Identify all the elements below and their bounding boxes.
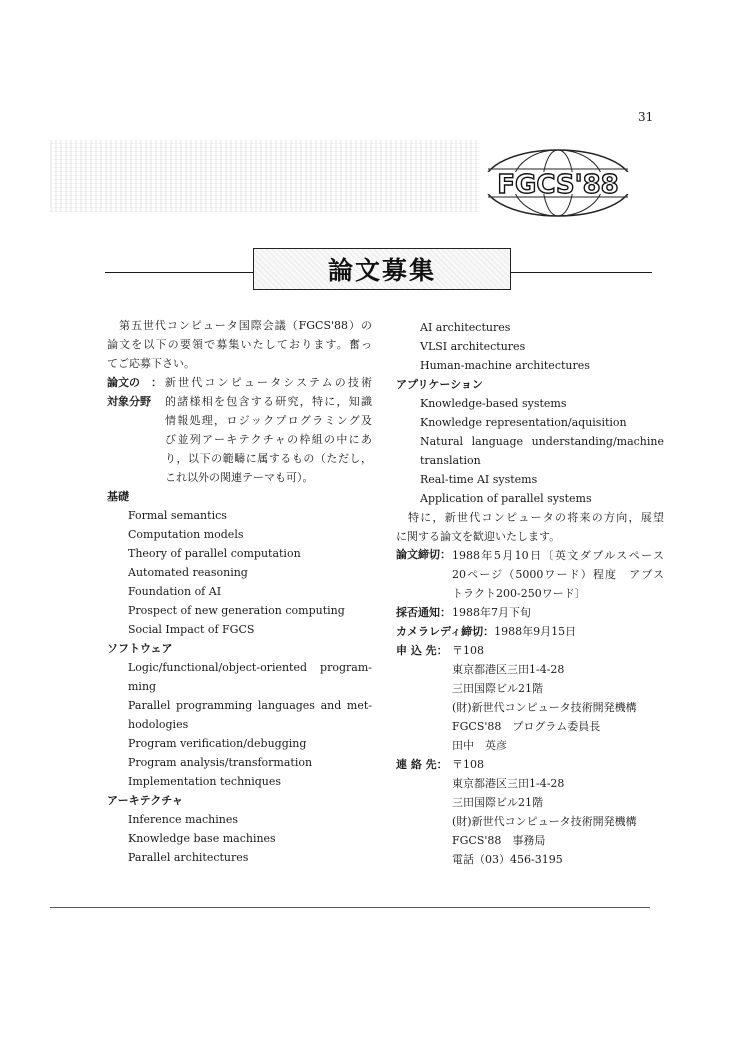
contact-row bbox=[396, 755, 664, 774]
left-column bbox=[107, 316, 372, 867]
section-heading-kiso: 基礎 bbox=[107, 490, 129, 503]
list-item: Theory of parallel computation bbox=[128, 547, 301, 560]
contact-value: 電話（03）456-3195 bbox=[452, 853, 563, 866]
list-item: Implementation techniques bbox=[128, 775, 282, 788]
list-item: Automated reasoning bbox=[128, 566, 248, 579]
bottom-rule bbox=[50, 907, 650, 908]
contact-value: FGCS'88 事務局 bbox=[452, 834, 546, 847]
welcome-line: に関する論文を歓迎いたします。 bbox=[396, 530, 561, 543]
list-item: Parallel programming languages and met- bbox=[128, 699, 372, 712]
contact-value: 三田国際ビル21階 bbox=[452, 796, 543, 809]
list-item: Program analysis/transformation bbox=[128, 756, 313, 769]
apply-value: 東京都港区三田1-4-28 bbox=[452, 663, 565, 676]
list-item: Human-machine architectures bbox=[420, 359, 590, 372]
apply-row bbox=[396, 641, 664, 660]
page-title: 論文募集 bbox=[327, 256, 436, 285]
list-item: Natural language understanding/machine bbox=[420, 435, 664, 448]
list-item: Social Impact of FGCS bbox=[128, 623, 255, 636]
contact-value: 東京都港区三田1-4-28 bbox=[452, 777, 565, 790]
target-line: 的諸様相を包含する研究，特に，知識 bbox=[165, 395, 372, 408]
target-line: り，以下の範疇に属するもの（ただし， bbox=[165, 452, 372, 465]
section-heading-architecture: アーキテクチャ bbox=[107, 794, 183, 807]
target-field-block bbox=[107, 373, 372, 487]
contact-label: 連 絡 先： bbox=[396, 758, 448, 771]
list-item: Parallel architectures bbox=[128, 851, 249, 864]
title-rule-left bbox=[105, 272, 253, 273]
fgcs88-globe-logo bbox=[478, 146, 638, 220]
list-item: hodologies bbox=[128, 718, 189, 731]
welcome-line: 特に，新世代コンピュータの将来の方向，展望 bbox=[408, 511, 664, 524]
deadline-value: 1988年5月10日〔英文ダブルスペース bbox=[452, 549, 664, 562]
target-line: び並列アーキテクチャの枠組の中にあ bbox=[165, 433, 372, 446]
list-item: Real-time AI systems bbox=[420, 473, 538, 486]
target-line: 新世代コンピュータシステムの技術 bbox=[165, 376, 372, 389]
list-item: Knowledge-based systems bbox=[420, 397, 567, 410]
section-heading-application: アプリケーション bbox=[396, 378, 483, 391]
camera-ready-label: カメラレディ締切： bbox=[396, 625, 495, 638]
deadline-row bbox=[396, 546, 664, 565]
list-item: Program verification/debugging bbox=[128, 737, 307, 750]
apply-value: 〒108 bbox=[452, 644, 484, 657]
apply-label: 申 込 先： bbox=[396, 644, 448, 657]
target-line: これ以外の関連テーマも可）。 bbox=[165, 471, 314, 484]
apply-value: FGCS'88 プログラム委員長 bbox=[452, 720, 601, 733]
list-item: translation bbox=[420, 454, 481, 467]
list-item: Knowledge base machines bbox=[128, 832, 276, 845]
intro-line: 第五世代コンピュータ国際会議（FGCS'88）の bbox=[119, 319, 372, 332]
page-number: 31 bbox=[638, 110, 654, 124]
deadline-value: トラクト200-250ワード〕 bbox=[452, 587, 586, 600]
list-item: ming bbox=[128, 680, 157, 693]
list-item: VLSI architectures bbox=[420, 340, 526, 353]
notice-row bbox=[396, 603, 664, 622]
notice-value: 1988年7月下旬 bbox=[452, 606, 531, 619]
list-item: Inference machines bbox=[128, 813, 239, 826]
target-label: 論文の ： bbox=[107, 376, 162, 389]
section-heading-software: ソフトウェア bbox=[107, 642, 173, 655]
list-item: Formal semantics bbox=[128, 509, 227, 522]
target-line: 情報処理，ロジックプログラミング及 bbox=[165, 414, 372, 427]
list-item: Application of parallel systems bbox=[420, 492, 592, 505]
list-item: Foundation of AI bbox=[128, 585, 222, 598]
list-item: Computation models bbox=[128, 528, 244, 541]
title-box bbox=[253, 248, 511, 290]
apply-value: (財)新世代コンピュータ技術開発機構 bbox=[452, 701, 637, 714]
deadline-label: 論文締切： bbox=[396, 548, 451, 561]
camera-ready-value: 1988年9月15日 bbox=[494, 625, 577, 638]
deadline-value: 20ページ（5000ワード）程度 アブス bbox=[452, 568, 664, 581]
intro-line: てご応募下さい。 bbox=[107, 357, 195, 370]
apply-value: 田中 英彦 bbox=[452, 739, 507, 752]
notice-label: 採否通知： bbox=[396, 606, 451, 619]
camera-ready-row bbox=[396, 622, 664, 641]
apply-value: 三田国際ビル21階 bbox=[452, 682, 543, 695]
logo-text: FGCS'88 bbox=[497, 170, 619, 200]
title-rule-right bbox=[510, 272, 652, 273]
header-texture-band bbox=[50, 140, 480, 212]
right-column bbox=[396, 318, 664, 869]
contact-value: 〒108 bbox=[452, 758, 484, 771]
contact-value: (財)新世代コンピュータ技術開発機構 bbox=[452, 815, 637, 828]
list-item: Logic/functional/object-oriented program- bbox=[128, 661, 372, 674]
intro-line: 論文を以下の要領で募集いたしております。奮っ bbox=[107, 338, 372, 351]
list-item: Prospect of new generation computing bbox=[128, 604, 345, 617]
list-item: AI architectures bbox=[420, 321, 511, 334]
list-item: Knowledge representation/aquisition bbox=[420, 416, 627, 429]
target-label: 対象分野 bbox=[107, 395, 151, 408]
